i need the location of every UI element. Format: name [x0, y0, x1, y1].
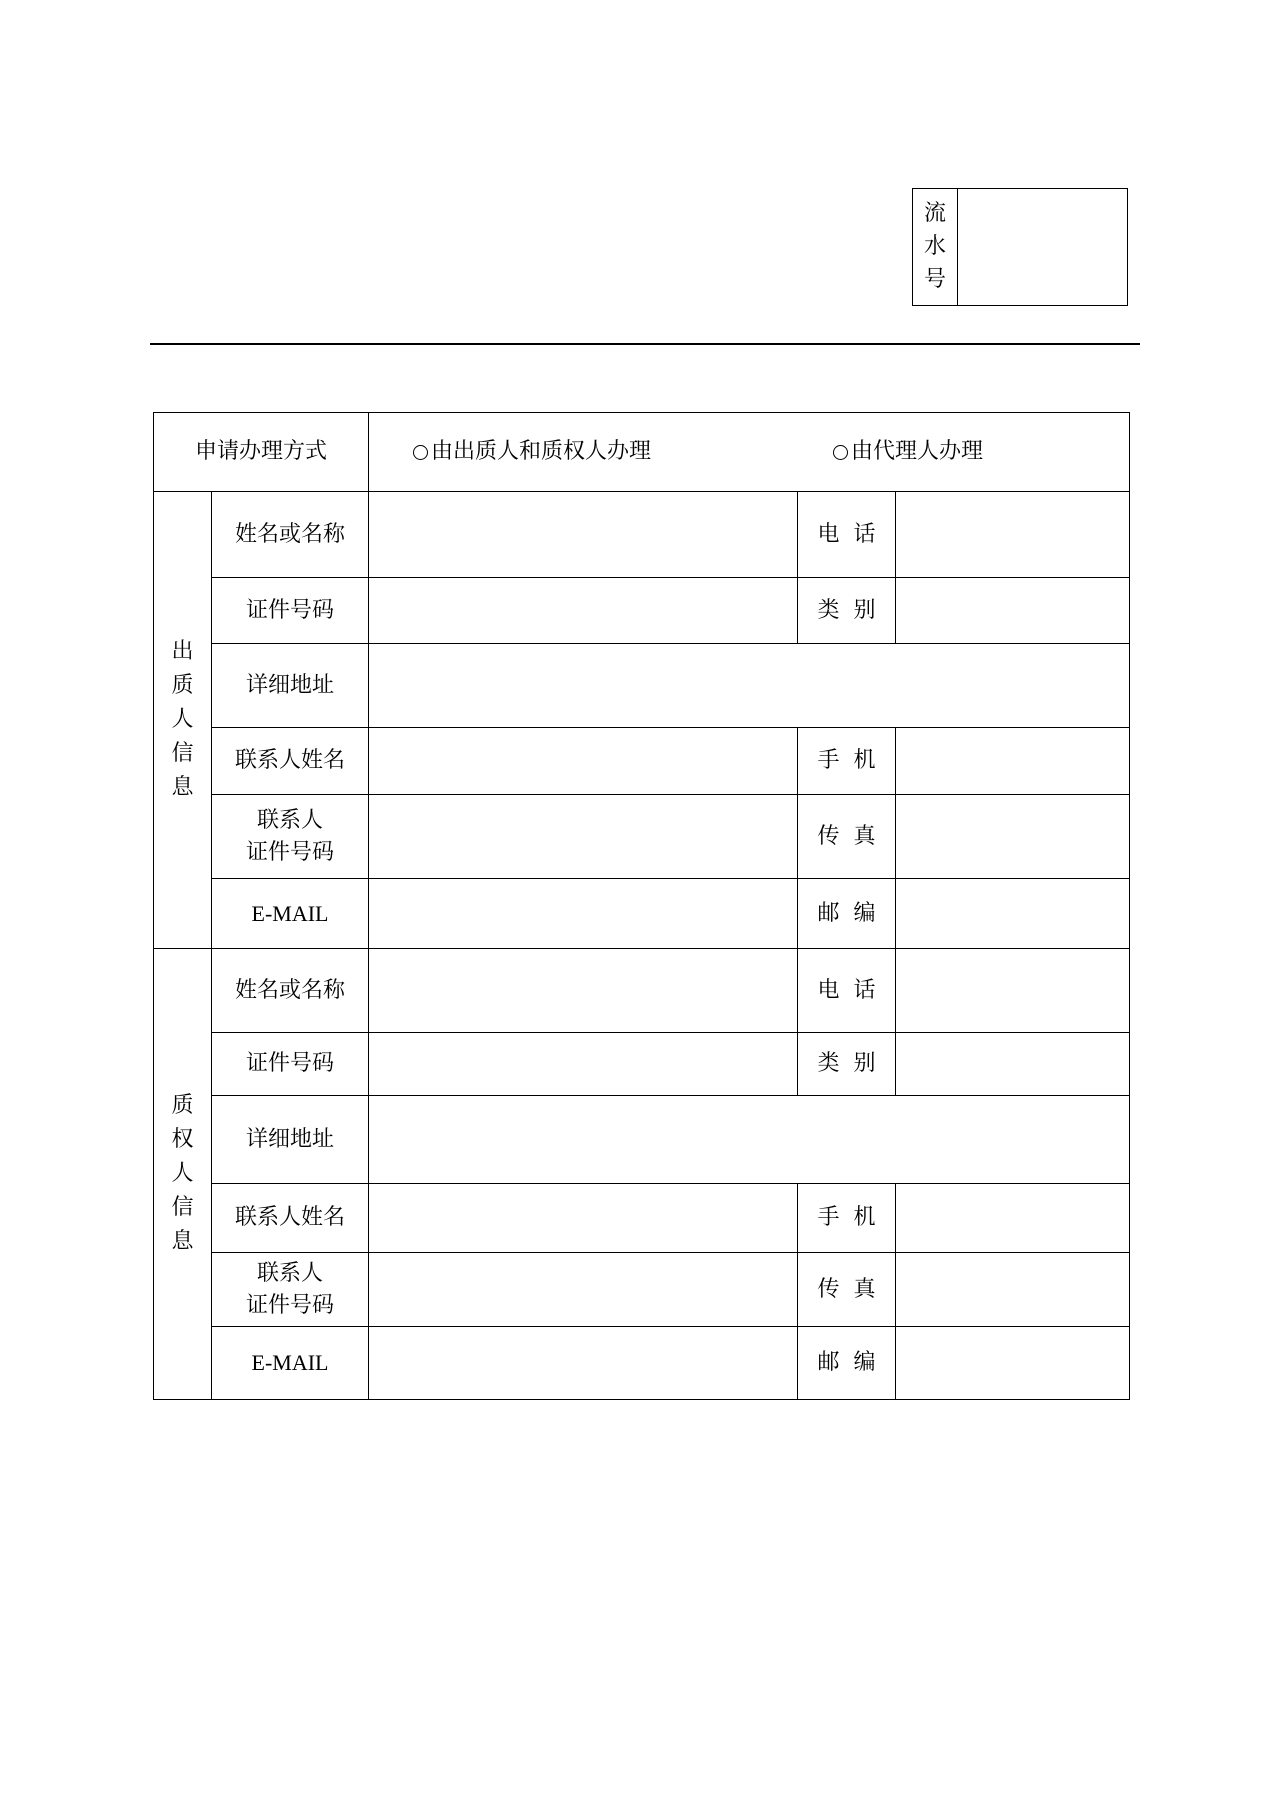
- method-options: [369, 413, 1130, 492]
- pledgor-section-char: 息: [171, 775, 194, 800]
- pledgee-contact-id-row: [154, 1253, 1130, 1327]
- pledgee-section-char: 质: [171, 1093, 194, 1118]
- pledgor-name-label: 姓名或名称: [212, 492, 369, 578]
- pledgor-contact-name-row: [154, 728, 1130, 795]
- pledgee-fax-label: 传真: [798, 1253, 896, 1327]
- radio-circle-icon[interactable]: [413, 445, 428, 460]
- serial-label-char: 水: [923, 234, 946, 259]
- pledgee-mobile-field[interactable]: [896, 1184, 1130, 1253]
- pledgee-contact-name-field[interactable]: [369, 1184, 798, 1253]
- pledgee-mobile-label: 手机: [798, 1184, 896, 1253]
- pledgee-contact-name-label: 联系人姓名: [212, 1184, 369, 1253]
- pledgee-section-char: 权: [171, 1127, 194, 1152]
- serial-number-label: [913, 189, 958, 305]
- pledgor-name-field[interactable]: [369, 492, 798, 578]
- pledgor-contact-id-label: [212, 795, 369, 879]
- method-row: [154, 413, 1130, 492]
- pledgee-address-row: [154, 1096, 1130, 1184]
- pledgee-contact-id-label-line1: 联系人: [257, 1260, 324, 1286]
- pledgor-section-char: 人: [171, 707, 194, 732]
- pledgor-contact-name-field[interactable]: [369, 728, 798, 795]
- pledgee-address-field[interactable]: [369, 1096, 1130, 1184]
- pledgor-mobile-field[interactable]: [896, 728, 1130, 795]
- pledgor-category-field[interactable]: [896, 578, 1130, 644]
- serial-label-char: 流: [923, 201, 946, 226]
- pledgee-name-label: 姓名或名称: [212, 949, 369, 1033]
- pledgor-contact-name-label: 联系人姓名: [212, 728, 369, 795]
- pledgor-address-label: 详细地址: [212, 644, 369, 728]
- pledgee-fax-field[interactable]: [896, 1253, 1130, 1327]
- radio-circle-icon[interactable]: [833, 445, 848, 460]
- pledgor-fax-field[interactable]: [896, 795, 1130, 879]
- pledgee-id-row: [154, 1033, 1130, 1096]
- pledgee-postcode-label: 邮编: [798, 1327, 896, 1400]
- pledgor-email-label: E-MAIL: [212, 879, 369, 949]
- serial-number-field[interactable]: [958, 189, 1127, 305]
- pledgor-address-row: [154, 644, 1130, 728]
- pledgor-mobile-label: 手机: [798, 728, 896, 795]
- pledgee-phone-label: 电话: [798, 949, 896, 1033]
- pledgee-email-field[interactable]: [369, 1327, 798, 1400]
- pledgor-fax-label: 传真: [798, 795, 896, 879]
- pledgee-email-row: [154, 1327, 1130, 1400]
- pledgee-postcode-field[interactable]: [896, 1327, 1130, 1400]
- method-option-agent-label: 由代理人办理: [851, 439, 984, 464]
- pledgee-address-label: 详细地址: [212, 1096, 369, 1184]
- pledgee-section-label: [154, 949, 212, 1400]
- pledgor-id-row: [154, 578, 1130, 644]
- pledgor-section-char: 出: [171, 639, 194, 664]
- pledgor-phone-label: 电话: [798, 492, 896, 578]
- pledgee-section-char: 息: [171, 1229, 194, 1254]
- pledgor-postcode-label: 邮编: [798, 879, 896, 949]
- serial-label-char: 号: [923, 267, 946, 292]
- pledgee-email-label: E-MAIL: [212, 1327, 369, 1400]
- pledgor-id-field[interactable]: [369, 578, 798, 644]
- header-divider: [150, 343, 1140, 345]
- pledgee-name-row: [154, 949, 1130, 1033]
- pledgor-contact-id-label-line1: 联系人: [257, 807, 324, 833]
- pledgor-email-row: [154, 879, 1130, 949]
- pledgee-section-char: 信: [171, 1195, 194, 1220]
- pledgor-phone-field[interactable]: [896, 492, 1130, 578]
- pledgee-id-field[interactable]: [369, 1033, 798, 1096]
- pledgor-name-row: [154, 492, 1130, 578]
- pledgor-section-char: 质: [171, 673, 194, 698]
- pledgee-name-field[interactable]: [369, 949, 798, 1033]
- pledgee-section-char: 人: [171, 1161, 194, 1186]
- pledgor-contact-id-label-line2: 证件号码: [246, 839, 335, 865]
- pledgee-id-label: 证件号码: [212, 1033, 369, 1096]
- pledgor-email-field[interactable]: [369, 879, 798, 949]
- pledgor-section-label: [154, 492, 212, 949]
- pledgor-contact-id-field[interactable]: [369, 795, 798, 879]
- pledgee-contact-name-row: [154, 1184, 1130, 1253]
- method-label: 申请办理方式: [154, 413, 369, 492]
- pledgor-postcode-field[interactable]: [896, 879, 1130, 949]
- method-option-agent[interactable]: [833, 436, 983, 468]
- pledgor-contact-id-row: [154, 795, 1130, 879]
- pledgor-address-field[interactable]: [369, 644, 1130, 728]
- serial-number-box: [912, 188, 1128, 306]
- pledgor-category-label: 类别: [798, 578, 896, 644]
- pledgor-id-label: 证件号码: [212, 578, 369, 644]
- method-option-parties-label: 由出质人和质权人办理: [431, 439, 652, 464]
- pledgee-category-label: 类别: [798, 1033, 896, 1096]
- pledgee-category-field[interactable]: [896, 1033, 1130, 1096]
- pledgee-contact-id-label-line2: 证件号码: [246, 1292, 335, 1318]
- pledge-registration-form: [153, 412, 1130, 1400]
- pledgor-section-char: 信: [171, 741, 194, 766]
- pledgee-contact-id-field[interactable]: [369, 1253, 798, 1327]
- pledgee-contact-id-label: [212, 1253, 369, 1327]
- pledgee-phone-field[interactable]: [896, 949, 1130, 1033]
- method-option-parties[interactable]: [413, 436, 833, 468]
